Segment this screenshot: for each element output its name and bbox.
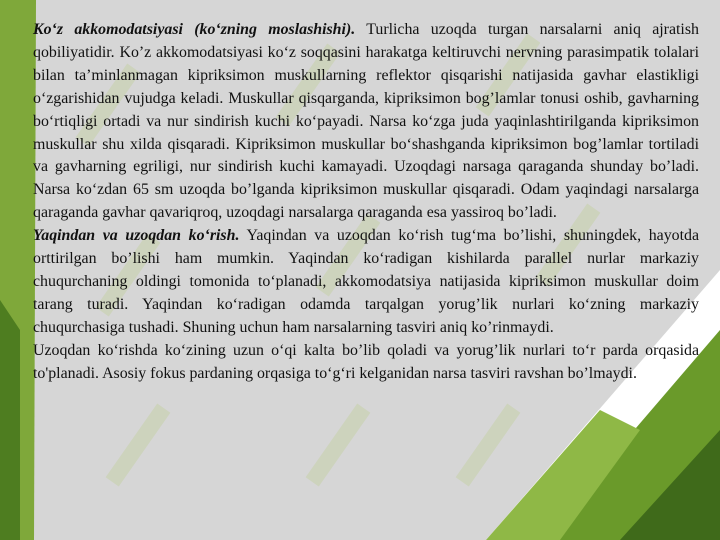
term-near-far-vision: Yaqindan va uzoqdan ko‘rish. — [33, 227, 240, 245]
left-dark-band — [0, 300, 20, 540]
paragraph-text: Turlicha uzoqda turgan narsalarni aniq ajratish qobiliyatidir. Ko’z akkomodatsiyasi ko‘z soqqasini harakatga keltiruvchi nervning parasimpatik tolalari bilan ta’minlanmagan kipriksimon muskullarning reflektor qisqarishi natijasida gavhar elastikligi o‘zgarishidan vujudga keladi. Muskullar qisqarganda, kipriksimon bog’lamlar tonusi oshib, gavharning bo‘rtiqligi ortadi va nur sindirish kuchi ko‘payadi. Narsa ko‘zga juda yaqinlashtirilganda kipriksimon muskullar shu xilda qisqaradi. Kipriksimon muskullar bo‘shashganda kipriksimon bog’lamlar tortiladi va gavharning egriligi, nur sindirish kuchi kamayadi. Uzoqdagi narsaga qaraganda shunday bo’ladi. Narsa ko‘zdan 65 sm uzoqda bo’lganda kipriksimon muskullar qisqaradi. Odam yaqindagi narsalarga qaraganda gavhar qavariqroq, uzoqdagi narsalarga qaraganda esa yassiroq bo’ladi. — [33, 21, 699, 222]
paragraph-near-far-vision — [33, 225, 699, 340]
term-accommodation: Ko‘z akkomodatsiyasi (ko‘zning moslashishi). — [33, 21, 356, 38]
paragraph-accommodation — [33, 19, 699, 225]
paragraph-text: Uzoqdan ko‘rishda ko‘zining uzun o‘qi kalta bo’lib qoladi va yorug’lik nurlari to‘r parda orqasida to'planadi. Asosiy fokus pardaning orqasiga to‘g‘ri kelganidan narsa tasviri ravshan bo’lmaydi. — [33, 341, 699, 382]
paragraph-far-vision — [33, 340, 699, 386]
body-text — [33, 19, 699, 386]
paragraph-text: Yaqindan va uzoqdan ko‘rish tug‘ma bo’lishi, shuningdek, hayotda orttirilgan bo’lishi ham mumkin. Yaqindan ko‘radigan kishilarda parallel nurlar markaziy chuqurchaning oldingi tomonida to‘planadi, akkomodatsiya natijasida kipriksimon muskullar doim tarang turadi. Yaqindan ko‘radigan odamda tarqalgan yorug’lik nurlari ko‘zning markaziy chuqurchasiga tushadi. Shuning uchun ham narsalarning tasviri aniq ko’rinmaydi. — [33, 227, 700, 336]
